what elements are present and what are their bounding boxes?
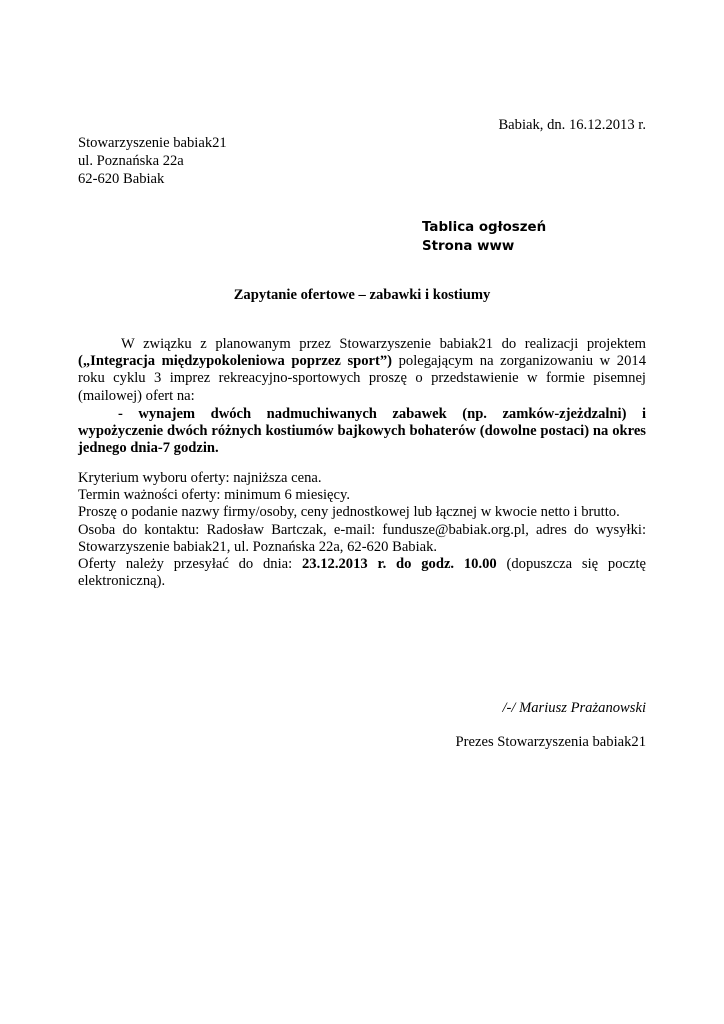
recipients-block bbox=[422, 219, 546, 256]
project-name: („Integracja międzypokoleniowa poprzez sport”) bbox=[78, 353, 393, 370]
contact-line: Osoba do kontaktu: Radosław Bartczak, e-mail: fundusze@babiak.org.pl, adres do wysyłki: Stowarzyszenie babiak21, ul. Poznańska 22a, 62-620 Babiak. bbox=[78, 521, 646, 555]
deadline-text-end: (dopuszcza się pocztę elektroniczną). bbox=[78, 556, 646, 590]
request-line: Proszę o podanie nazwy firmy/osoby, ceny jednostkowej lub łącznej w kwocie netto i brutto. bbox=[78, 504, 620, 521]
intro-paragraph bbox=[78, 336, 646, 405]
deadline-date: 23.12.2013 r. do godz. 10.00 bbox=[302, 556, 497, 573]
sender-name: Stowarzyszenie babiak21 bbox=[78, 135, 227, 151]
recipient-website: Strona www bbox=[422, 238, 515, 254]
sender-street: ul. Poznańska 22a bbox=[78, 153, 184, 169]
offer-details bbox=[78, 470, 646, 590]
deadline-text-start: Oferty należy przesyłać do dnia: bbox=[78, 556, 302, 573]
intro-text-end: polegającym na zorganizowaniu w 2014 roku cyklu 3 imprez rekreacyjno-sportowych proszę o przedstawienie w formie pisemnej (mailowej) ofert na: bbox=[78, 353, 646, 404]
signature-position: Prezes Stowarzyszenia babiak21 bbox=[455, 734, 646, 750]
sender-address bbox=[78, 135, 227, 189]
deadline-line bbox=[78, 556, 646, 590]
validity-line: Termin ważności oferty: minimum 6 miesięcy. bbox=[78, 487, 351, 504]
offer-scope-item: - wynajem dwóch nadmuchiwanych zabawek (np. zamków-zjeżdzalni) i wypożyczenie dwóch różnych kostiumów bajkowych bohaterów (dowolne postaci) na okres jednego dnia-7 godzin. bbox=[78, 406, 646, 457]
intro-text-start: W związku z planowanym przez Stowarzyszenie babiak21 do realizacji projektem bbox=[121, 336, 646, 352]
sender-city: 62-620 Babiak bbox=[78, 171, 165, 187]
criterion-line: Kryterium wyboru oferty: najniższa cena. bbox=[78, 470, 322, 486]
recipient-notice-board: Tablica ogłoszeń bbox=[422, 220, 547, 235]
date-line: Babiak, dn. 16.12.2013 r. bbox=[498, 117, 646, 133]
letter-subject: Zapytanie ofertowe – zabawki i kostiumy bbox=[233, 287, 491, 303]
signature-name: /-/ Mariusz Prażanowski bbox=[502, 700, 646, 716]
